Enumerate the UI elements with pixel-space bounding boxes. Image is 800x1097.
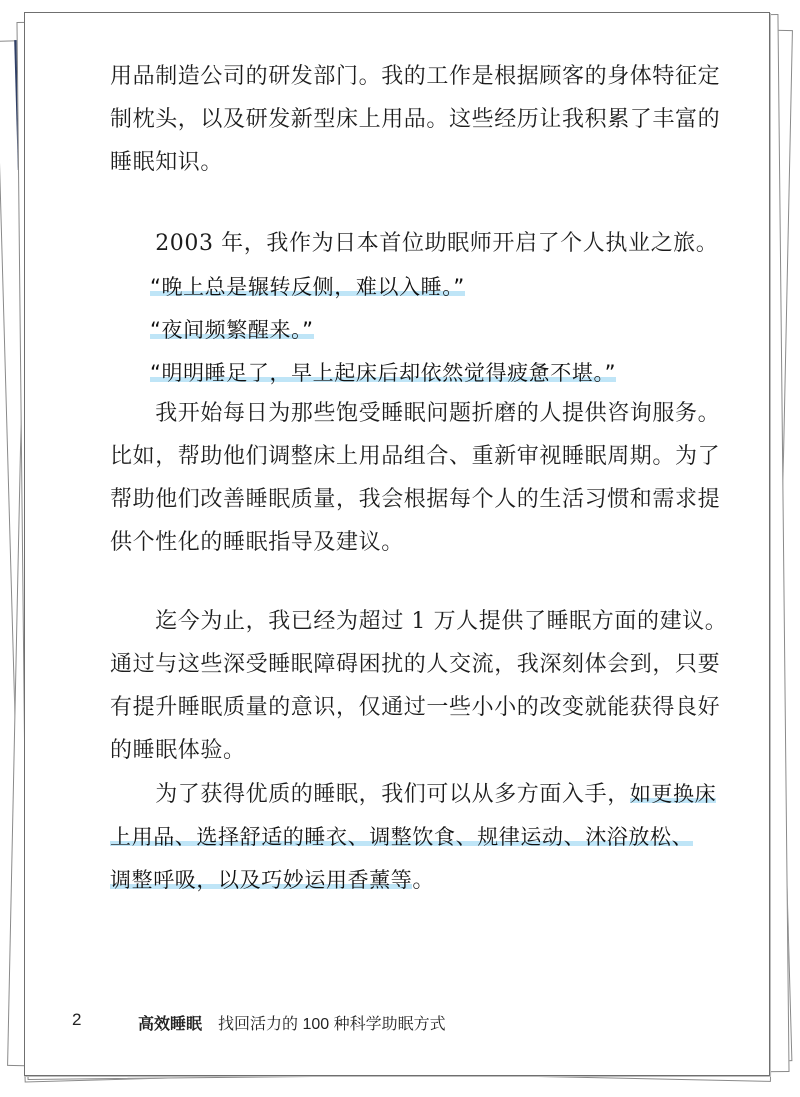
page-footer: [0, 1010, 800, 1038]
highlighted-quote: “夜间频繁醒来。”: [150, 318, 314, 342]
paragraph-line: [110, 820, 693, 855]
paragraph-line: 的睡眠体验。: [110, 738, 246, 763]
book-subtitle: 找回活力的 100 种科学助眠方式: [218, 1016, 446, 1033]
paragraph-line: 有提升睡眠质量的意识，仅通过一些小小的改变就能获得良好: [110, 695, 721, 720]
paragraph-line: 睡眠知识。: [110, 150, 224, 175]
highlighted-text: 如更换床: [629, 782, 717, 806]
highlighted-text: 调整呼吸，以及巧妙运用香薰等: [110, 868, 413, 892]
paragraph-line: 迄今为止，我已经为超过 1 万人提供了睡眠方面的建议。: [110, 609, 728, 634]
quote-line: [150, 356, 616, 391]
paragraph-line: [110, 777, 716, 812]
paragraph-line: 比如，帮助他们调整床上用品组合、重新审视睡眠周期。为了: [110, 444, 721, 469]
highlighted-quote: “明明睡足了，早上起床后却依然觉得疲惫不堪。”: [150, 361, 617, 385]
paragraph-line: 帮助他们改善睡眠质量，我会根据每个人的生活习惯和需求提: [110, 487, 721, 512]
paragraph-line: 用品制造公司的研发部门。我的工作是根据顾客的身体特征定: [110, 64, 721, 89]
paragraph-line: 制枕头，以及研发新型床上用品。这些经历让我积累了丰富的: [110, 107, 721, 132]
paragraph-text: 为了获得优质的睡眠，我们可以从多方面入手，: [110, 782, 630, 807]
highlighted-text: 上用品、选择舒适的睡衣、调整饮食、规律运动、沐浴放松、: [110, 825, 694, 849]
quote-line: [150, 313, 314, 348]
paragraph-text: 。: [412, 868, 436, 893]
paragraph-line: 我开始每日为那些饱受睡眠问题折磨的人提供咨询服务。: [110, 401, 721, 426]
paragraph-line: [110, 863, 435, 898]
paragraph-line: 2003 年，我作为日本首位助眠师开启了个人执业之旅。: [110, 231, 719, 256]
page-number: 2: [72, 1010, 82, 1029]
quote-line: [150, 270, 465, 305]
book-title: 高效睡眠: [138, 1016, 203, 1033]
highlighted-quote: “晚上总是辗转反侧，难以入睡。”: [150, 275, 465, 299]
paragraph-line: 供个性化的睡眠指导及建议。: [110, 530, 404, 555]
paragraph-line: 通过与这些深受睡眠障碍困扰的人交流，我深刻体会到，只要: [110, 652, 721, 677]
